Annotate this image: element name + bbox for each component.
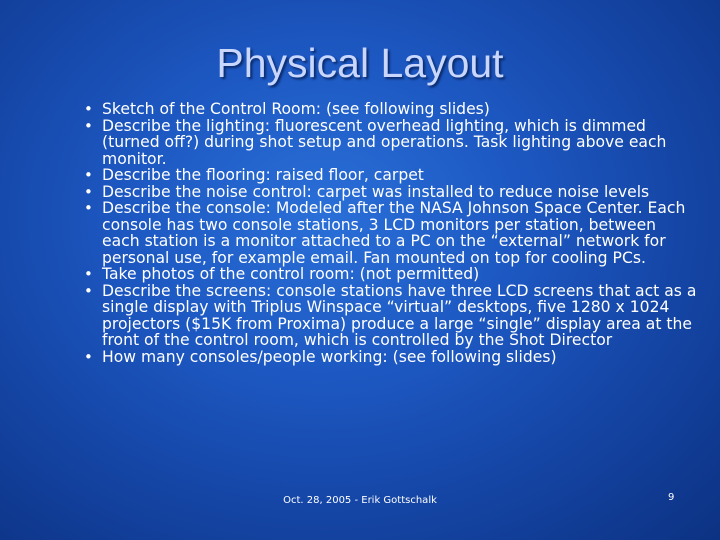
bullet-text: Describe the noise control: carpet was installed to reduce noise levels [102, 182, 650, 201]
bullet-icon: • [84, 166, 93, 184]
slide-title: Physical Layout [216, 40, 504, 86]
bullet-item [78, 167, 698, 184]
bullet-list [78, 101, 698, 365]
bullet-text: Describe the lighting: fluorescent overhead lighting, which is dimmed (turned off?) during shot setup and operations. Task lighting above each monitor. [102, 116, 667, 168]
bullet-icon: • [84, 265, 93, 283]
bullet-icon: • [84, 199, 93, 217]
bullet-text: Describe the flooring: raised floor, carpet [102, 166, 424, 184]
bullet-icon: • [84, 100, 93, 118]
bullet-text: Take photos of the control room: (not permitted) [102, 265, 480, 283]
bullet-icon: • [84, 116, 93, 135]
bullet-text: Describe the screens: console stations have three LCD screens that act as a single display with Triplus Winspace “virtual” desktops, five 1280 x 1024 projectors ($15K from Proxima) produce a large “single” display area at the front of the control room, which is controlled by the Shot Director [102, 281, 697, 349]
bullet-icon: • [84, 281, 93, 300]
bullet-text: Sketch of the Control Room: (see following slides) [102, 100, 490, 118]
bullet-text: How many consoles/people working: (see following slides) [102, 347, 557, 366]
bullet-item [78, 118, 698, 168]
page-number: 9 [668, 492, 675, 503]
slide-footer: Oct. 28, 2005 - Erik Gottschalk [283, 495, 437, 506]
bullet-icon: • [84, 347, 93, 366]
bullet-item [78, 200, 698, 266]
bullet-icon: • [84, 182, 93, 201]
bullet-item [78, 349, 698, 366]
bullet-item [78, 101, 698, 118]
bullet-item [78, 184, 698, 201]
bullet-item [78, 266, 698, 283]
bullet-item [78, 283, 698, 349]
bullet-text: Describe the console: Modeled after the NASA Johnson Space Center. Each console has two console stations, 3 LCD monitors per station, between each station is a monitor attached to a PC on the “external” network for personal use, for example email. Fan mounted on top for cooling PCs. [102, 199, 686, 267]
